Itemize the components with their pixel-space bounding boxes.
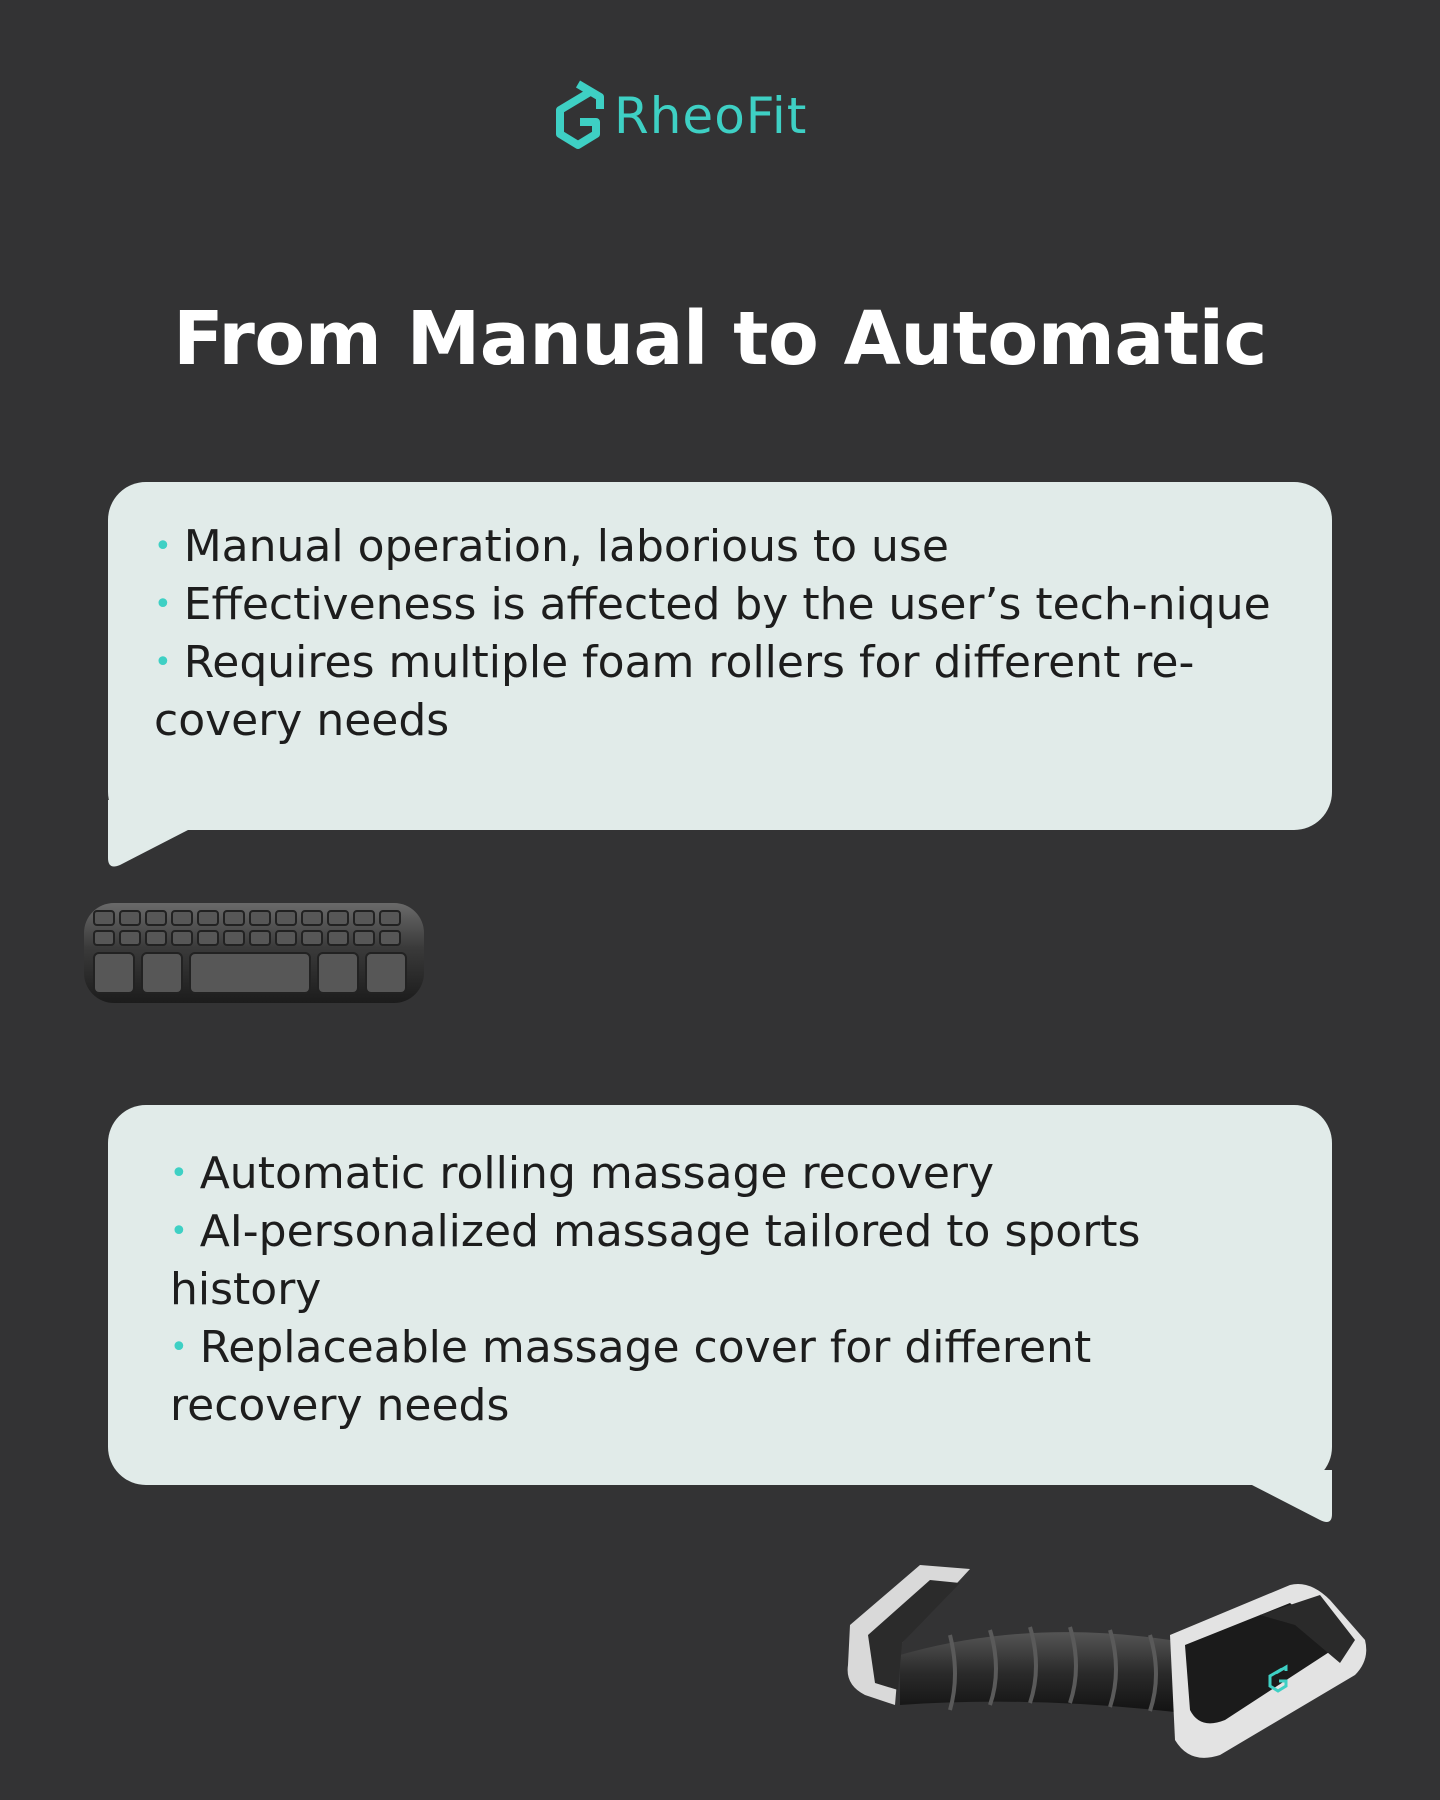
list-item: • AI-personalized massage tailored to sports history xyxy=(170,1206,1141,1315)
automatic-features-list xyxy=(170,1145,1292,1435)
list-item: • Requires multiple foam rollers for different re-covery needs xyxy=(154,637,1195,746)
bullet-icon: • xyxy=(154,529,172,564)
manual-features-bubble xyxy=(108,482,1332,830)
bullet-icon: • xyxy=(170,1214,188,1249)
rheofit-roller-device-image xyxy=(840,1545,1380,1775)
rheofit-logo-icon xyxy=(550,78,606,154)
bullet-icon: • xyxy=(170,1156,188,1191)
list-item: • Automatic rolling massage recovery xyxy=(170,1148,995,1199)
bullet-icon: • xyxy=(154,587,172,622)
list-item: • Effectiveness is affected by the user’s tech-nique xyxy=(154,579,1271,630)
page-title: From Manual to Automatic xyxy=(173,296,1267,382)
list-item: • Manual operation, laborious to use xyxy=(154,521,949,572)
manual-features-list xyxy=(154,518,1292,750)
list-item: • Replaceable massage cover for different recovery needs xyxy=(170,1322,1092,1431)
automatic-features-bubble xyxy=(108,1105,1332,1485)
brand-logo xyxy=(550,78,807,154)
brand-name: RheoFit xyxy=(614,87,808,145)
bullet-icon: • xyxy=(154,645,172,680)
foam-roller-image xyxy=(80,895,430,1015)
bullet-icon: • xyxy=(170,1330,188,1365)
